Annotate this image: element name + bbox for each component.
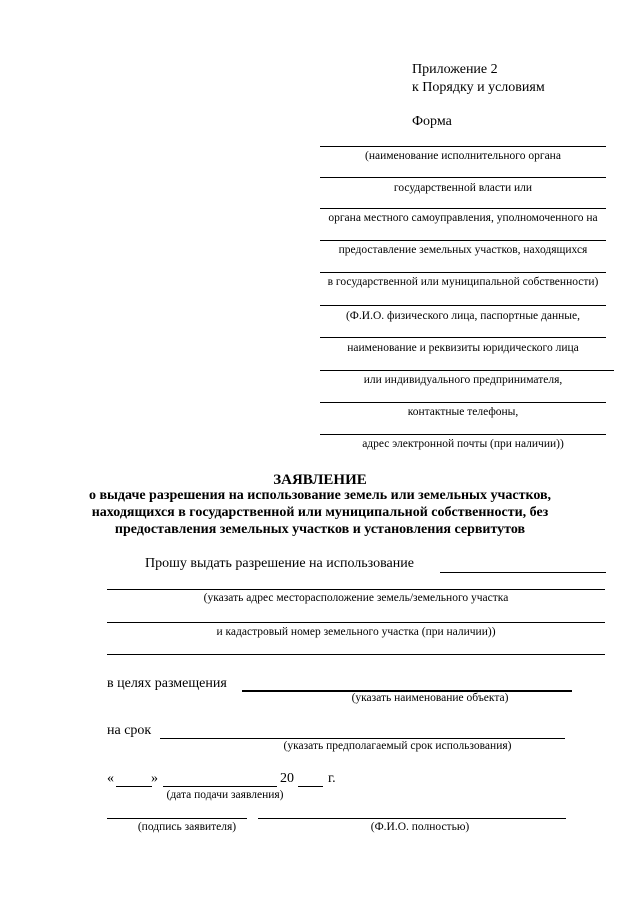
date-hint: (дата подачи заявления) <box>166 789 284 801</box>
signature-hint: (подпись заявителя) <box>137 821 237 833</box>
applicant-line[interactable] <box>320 370 614 371</box>
applicant-line[interactable] <box>320 337 606 338</box>
land-address-hint: (указать адрес месторасположение земель/земельного участка <box>203 592 509 604</box>
recipient-line[interactable] <box>320 177 606 178</box>
document-title: ЗАЯВЛЕНИЕ <box>273 472 367 488</box>
appendix-number: Приложение 2 <box>412 62 498 77</box>
applicant-caption: контактные телефоны, <box>407 406 519 418</box>
land-use-field[interactable] <box>440 572 606 573</box>
applicant-line[interactable] <box>320 305 606 306</box>
term-hint: (указать предполагаемый срок использования) <box>283 740 512 752</box>
date-year-suffix: г. <box>328 771 336 786</box>
recipient-caption: (наименование исполнительного органа <box>365 150 561 162</box>
recipient-line[interactable] <box>320 240 606 241</box>
document-subtitle-line: находящихся в государственной или муниципальной собственности, без <box>91 505 549 520</box>
signature-field[interactable] <box>107 818 247 819</box>
term-field[interactable] <box>160 738 565 739</box>
recipient-caption: предоставление земельных участков, находящихся <box>338 244 588 256</box>
full-name-field[interactable] <box>258 818 566 819</box>
date-open-quote: « <box>107 771 114 786</box>
recipient-caption: государственной власти или <box>393 182 533 194</box>
cadastral-hint: и кадастровый номер земельного участка (при наличии)) <box>216 626 496 638</box>
land-address-line[interactable] <box>107 589 605 590</box>
term-label: на срок <box>107 723 152 738</box>
document-subtitle-line: о выдаче разрешения на использование земель или земельных участков, <box>88 488 552 503</box>
purpose-hint: (указать наименование объекта) <box>351 692 509 704</box>
cadastral-line[interactable] <box>107 622 605 623</box>
applicant-caption: наименование и реквизиты юридического лица <box>347 342 579 354</box>
form-label: Форма <box>412 114 452 129</box>
applicant-caption: (Ф.И.О. физического лица, паспортные данные, <box>345 310 581 322</box>
date-year-prefix: 20 <box>280 771 294 786</box>
document-subtitle-line: предоставления земельных участков и установления сервитутов <box>114 522 526 537</box>
request-text: Прошу выдать разрешение на использование <box>145 556 414 571</box>
applicant-caption: или индивидуального предпринимателя, <box>363 374 563 386</box>
recipient-caption: в государственной или муниципальной собственности) <box>327 276 599 288</box>
date-year-field[interactable] <box>298 786 323 787</box>
date-close-quote: » <box>151 771 158 786</box>
recipient-line[interactable] <box>320 208 606 209</box>
applicant-line[interactable] <box>320 402 606 403</box>
extra-line[interactable] <box>107 654 605 655</box>
recipient-line[interactable] <box>320 272 606 273</box>
purpose-label: в целях размещения <box>107 676 227 691</box>
recipient-caption: органа местного самоуправления, уполномоченного на <box>328 212 598 224</box>
applicant-line[interactable] <box>320 434 606 435</box>
full-name-hint: (Ф.И.О. полностью) <box>370 821 470 833</box>
appendix-reference: к Порядку и условиям <box>412 80 545 95</box>
applicant-caption: адрес электронной почты (при наличии)) <box>362 438 564 450</box>
date-day-field[interactable] <box>116 786 152 787</box>
date-month-field[interactable] <box>163 786 277 787</box>
recipient-line[interactable] <box>320 146 606 147</box>
